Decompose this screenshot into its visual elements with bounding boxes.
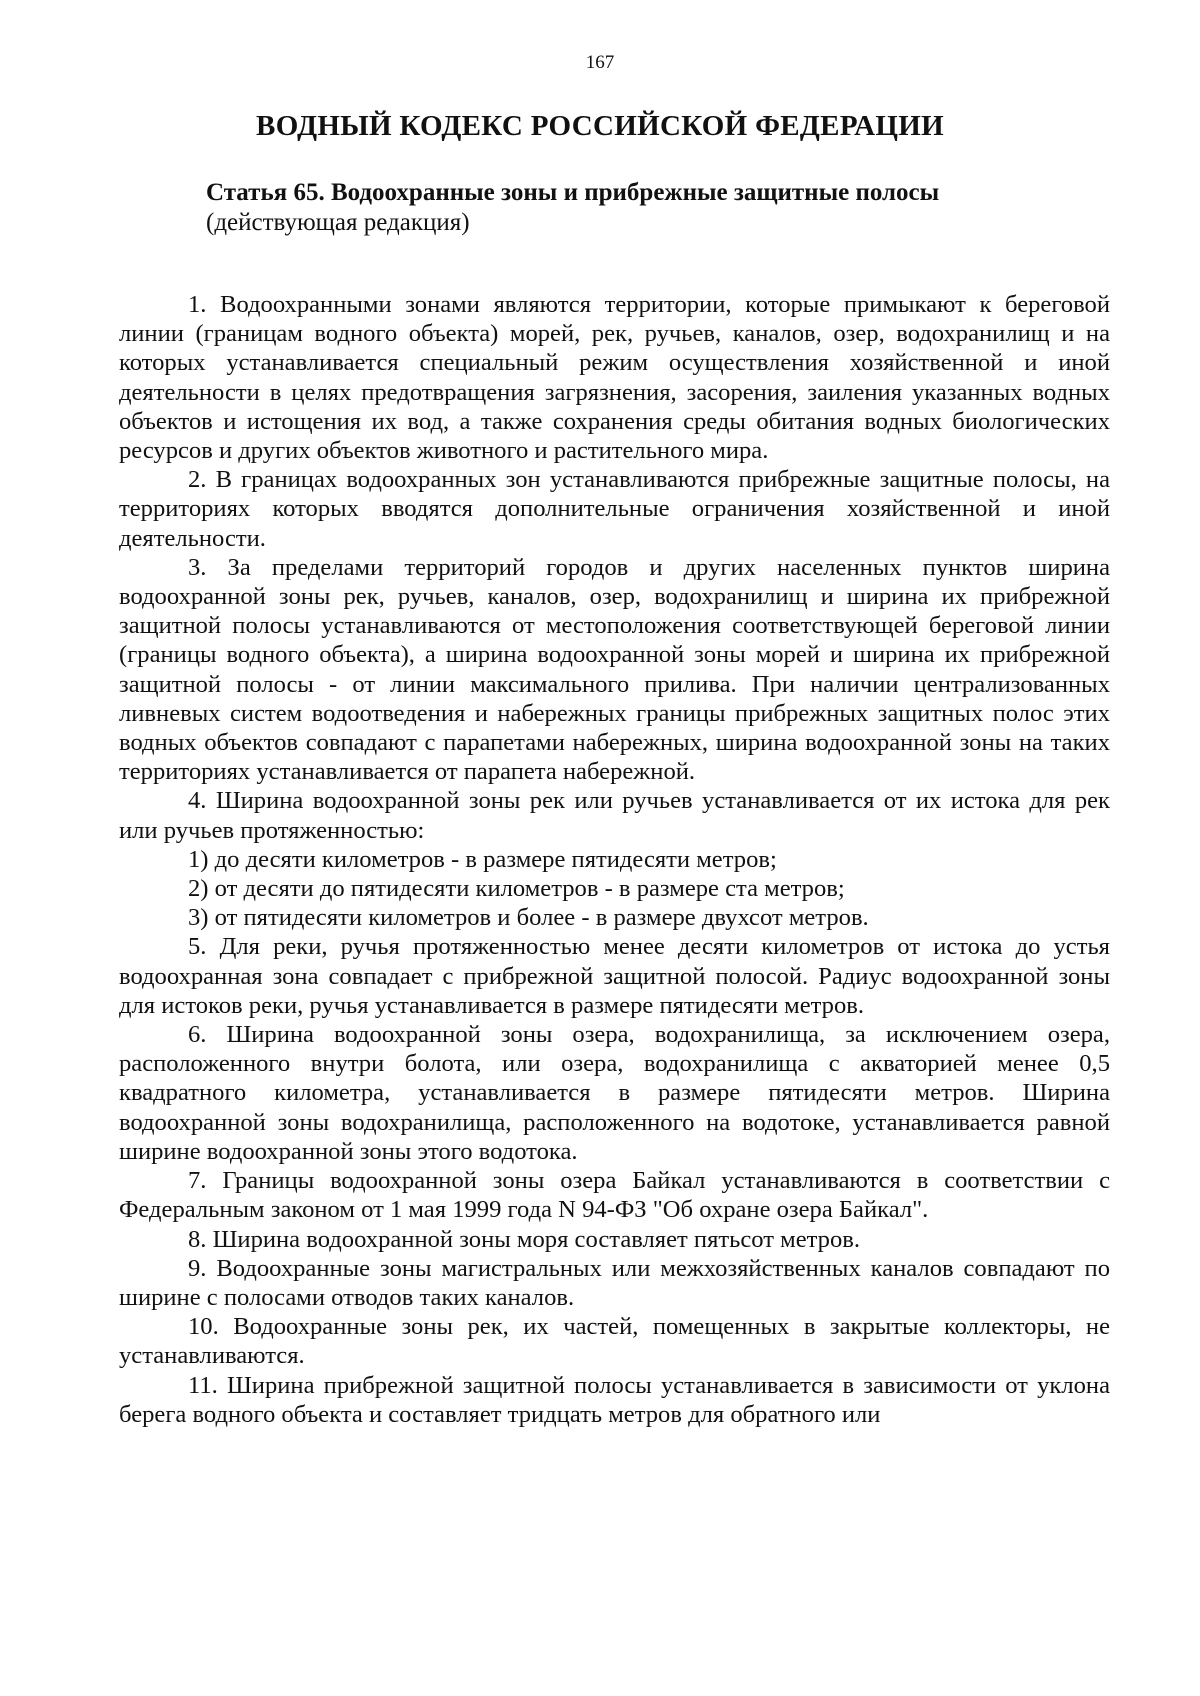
list-item-4-2: 2) от десяти до пятидесяти километров - в размере ста метров; xyxy=(188,875,845,903)
paragraph-3: 3. За пределами территорий городов и других населенных пунктов ширина водоохранной зоны рек, ручьев, каналов, озер, водохранилищ и ширина их прибрежной защитной полосы устанавливаются от местоположения соответствующей береговой линии (границы водного объекта), а ширина водоохранной зоны морей и ширина их прибрежной защитной полосы - от линии максимального прилива. При наличии централизованных ливневых систем водоотведения и набережных границы прибрежных защитных полос этих водных объектов совпадают с парапетами набережных, ширина водоохранной зоны на таких территориях устанавливается от парапета набережной. xyxy=(119,553,1110,786)
paragraph-2: 2. В границах водоохранных зон устанавливаются прибрежные защитные полосы, на территориях которых вводятся дополнительные ограничения хозяйственной и иной деятельности. xyxy=(119,466,1110,552)
article-heading xyxy=(206,178,1106,238)
paragraph-9: 9. Водоохранные зоны магистральных или межхозяйственных каналов совпадают по ширине с полосами отводов таких каналов. xyxy=(119,1254,1110,1311)
list-item-4-3: 3) от пятидесяти километров и более - в размере двухсот метров. xyxy=(188,904,869,932)
article-edition: (действующая редакция) xyxy=(206,209,470,236)
list-item-4-1: 1) до десяти километров - в размере пятидесяти метров; xyxy=(188,845,777,873)
paragraph-7: 7. Границы водоохранной зоны озера Байкал устанавливаются в соответствии с Федеральным законом от 1 мая 1999 года N 94-ФЗ "Об охране озера Байкал". xyxy=(119,1167,1110,1224)
paragraph-10: 10. Водоохранные зоны рек, их частей, помещенных в закрытые коллекторы, не устанавливаются. xyxy=(119,1313,1110,1370)
paragraph-1: 1. Водоохранными зонами являются территории, которые примыкают к береговой линии (границам водного объекта) морей, рек, ручьев, каналов, озер, водохранилищ и на которых устанавливается специальный режим осуществления хозяйственной и иной деятельности в целях предотвращения загрязнения, засорения, заиления указанных водных объектов и истощения их вод, а также сохранения среды обитания водных биологических ресурсов и других объектов животного и растительного мира. xyxy=(119,291,1110,465)
article-body xyxy=(119,290,1110,1429)
paragraph-4: 4. Ширина водоохранной зоны рек или ручьев устанавливается от их истока для рек или ручьев протяженностью: xyxy=(119,787,1110,844)
paragraph-6: 6. Ширина водоохранной зоны озера, водохранилища, за исключением озера, расположенного внутри болота, или озера, водохранилища с акваторией менее 0,5 квадратного километра, устанавливается в размере пятидесяти метров. Ширина водоохранной зоны водохранилища, расположенного на водотоке, устанавливается равной ширине водоохранной зоны этого водотока. xyxy=(119,1021,1110,1165)
paragraph-8: 8. Ширина водоохранной зоны моря составляет пятьсот метров. xyxy=(188,1225,861,1253)
paragraph-5: 5. Для реки, ручья протяженностью менее десяти километров от истока до устья водоохранная зона совпадает с прибрежной защитной полосой. Радиус водоохранной зоны для истоков реки, ручья устанавливается в размере пятидесяти метров. xyxy=(119,933,1110,1019)
document-title: ВОДНЫЙ КОДЕКС РОССИЙСКОЙ ФЕДЕРАЦИИ xyxy=(256,110,944,142)
article-title: Статья 65. Водоохранные зоны и прибрежные защитные полосы xyxy=(206,179,940,206)
paragraph-11: 11. Ширина прибрежной защитной полосы устанавливается в зависимости от уклона берега водного объекта и составляет тридцать метров для обратного или xyxy=(119,1371,1110,1428)
page-number: 167 xyxy=(585,52,615,73)
